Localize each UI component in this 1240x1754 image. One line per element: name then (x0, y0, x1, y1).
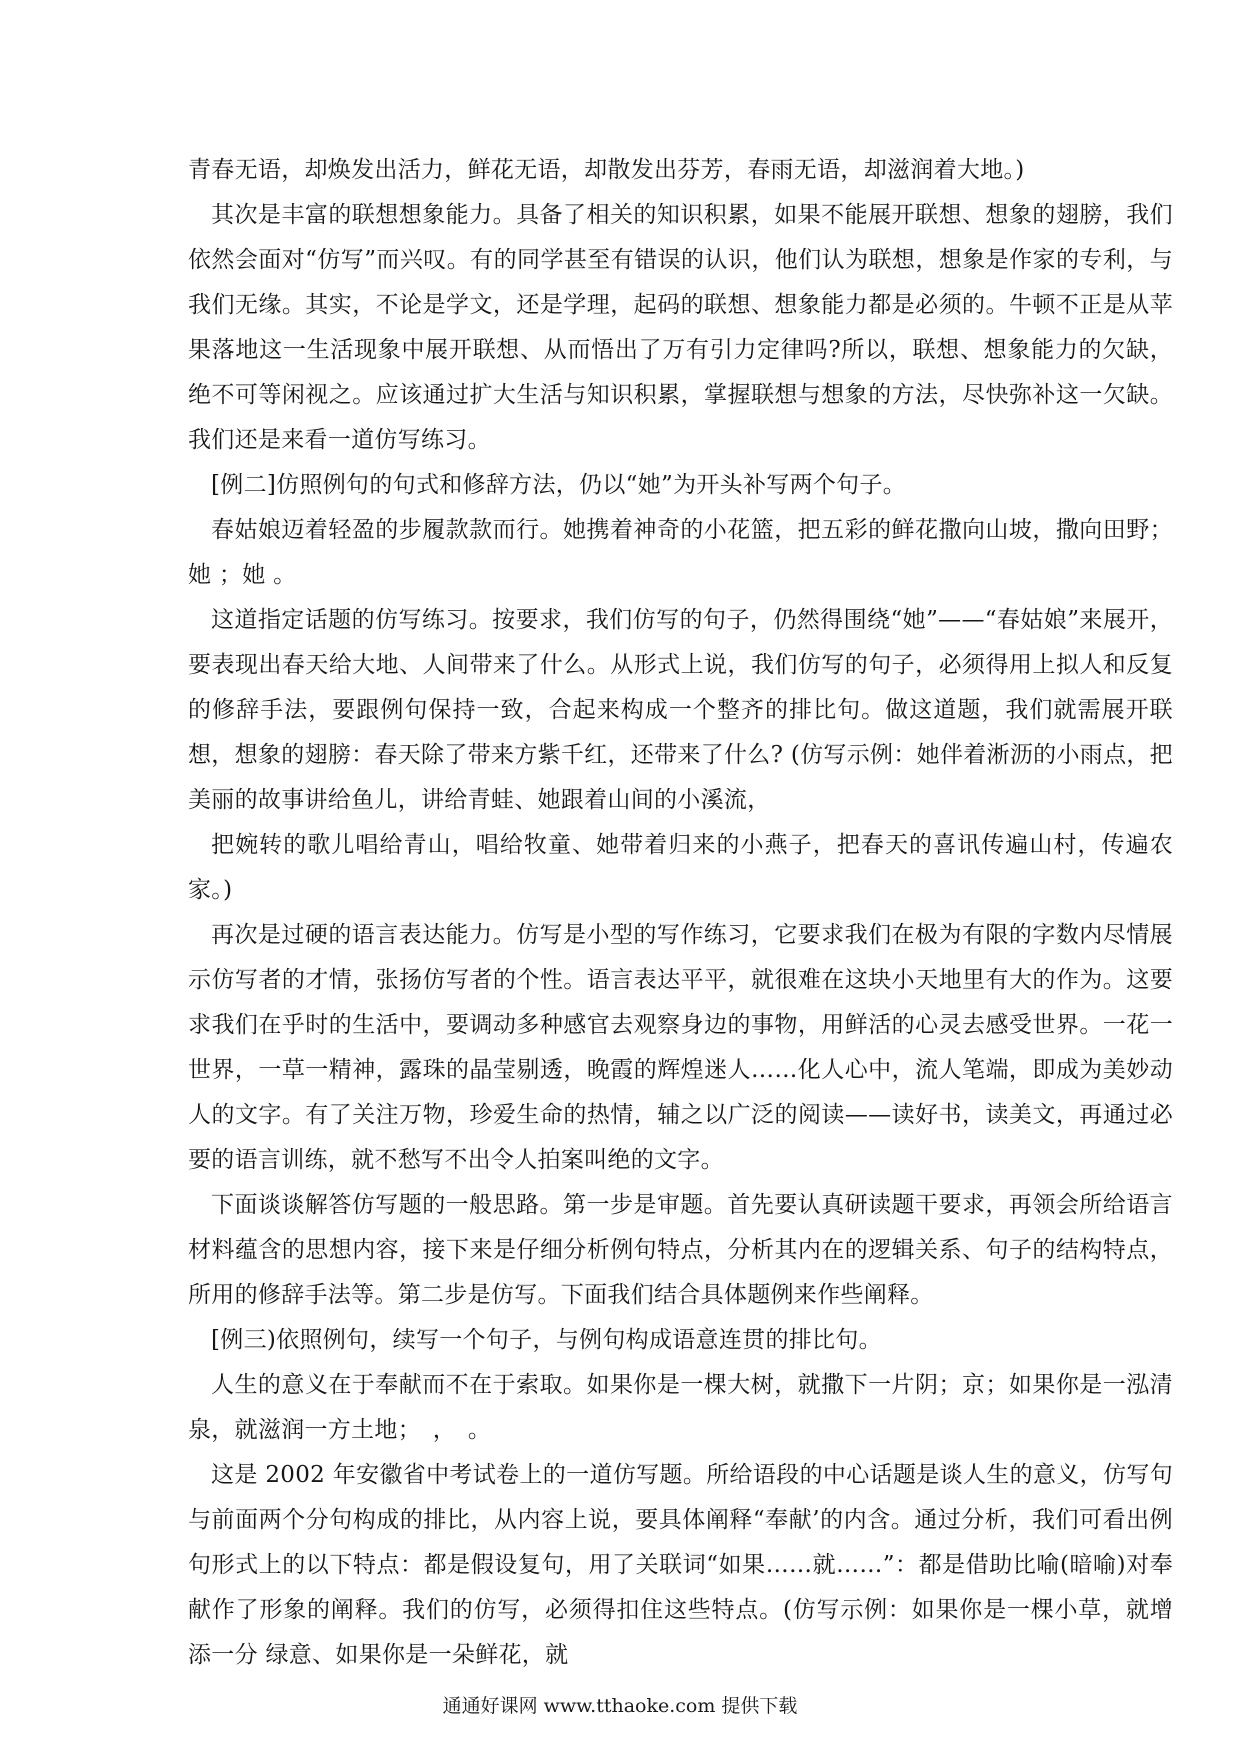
page-footer: 通通好课网 www.tthaoke.com 提供下载 (442, 1695, 798, 1717)
paragraph-8: 下面谈谈解答仿写题的一般思路。第一步是审题。首先要认真研读题干要求，再领会所给语言材料蕴含的思想内容，接下来是仔细分析例句特点，分析其内在的逻辑关系、句子的结构特点，所用的修辞手法等。第二步是仿写。下面我们结合具体题例来作些阐释。 (188, 1192, 1173, 1308)
paragraph-7: 再次是过硬的语言表达能力。仿写是小型的写作练习，它要求我们在极为有限的字数内尽情展示仿写者的才情，张扬仿写者的个性。语言表达平平，就很难在这块小天地里有大的作为。这要求我们在乎时的生活中，要调动多种感官去观察身边的事物，用鲜活的心灵去感受世界。一花一世界，一草一精神，露珠的晶莹剔透，晚霞的辉煌迷人……化人心中，流人笔端，即成为美妙动人的文字。有了关注万物，珍爱生命的热情，辅之以广泛的阅读——读好书，读美文，再通过必要的语言训练，就不愁写不出令人拍案叫绝的文字。 (188, 922, 1173, 1173)
paragraph-3: [例二]仿照例句的句式和修辞方法，仍以“她”为开头补写两个句子。 (211, 472, 907, 498)
paragraph-4: 春姑娘迈着轻盈的步履款款而行。她携着神奇的小花篮，把五彩的鲜花撒向山坡，撒向田野；她 ；她 。 (188, 517, 1173, 588)
paragraph-2: 其次是丰富的联想想象能力。具备了相关的知识积累，如果不能展开联想、想象的翅膀，我们依然会面对“仿写”而兴叹。有的同学甚至有错误的认识，他们认为联想，想象是作家的专利，与我们无缘。其实，不论是学文，还是学理，起码的联想、想象能力都是必须的。牛顿不正是从苹果落地这一生活现象中展开联想、从而悟出了万有引力定律吗?所以，联想、想象能力的欠缺，绝不可等闲视之。应该通过扩大生活与知识积累，掌握联想与想象的方法，尽快弥补这一欠缺。我们还是来看一道仿写练习。 (188, 202, 1173, 453)
paragraph-5: 这道指定话题的仿写练习。按要求，我们仿写的句子，仍然得围绕“她”——“春姑娘”来展开，要表现出春天给大地、人间带来了什么。从形式上说，我们仿写的句子，必须得用上拟人和反复的修辞手法，要跟例句保持一致，合起来构成一个整齐的排比句。做这道题，我们就需展开联想，想象的翅膀：春天除了带来方紫千红，还带来了什么? (仿写示例：她伴着淅沥的小雨点，把美丽的故事讲给鱼儿，讲给青蛙、她跟着山间的小溪流， (188, 607, 1173, 813)
paragraph-1: 青春无语，却焕发出活力，鲜花无语，却散发出芬芳，春雨无语，却滋润着大地。) (188, 157, 1025, 183)
document-body (188, 148, 1173, 1678)
paragraph-6: 把婉转的歌儿唱给青山，唱给牧童、她带着归来的小燕子，把春天的喜讯传遍山村，传遍农家。) (188, 832, 1173, 903)
paragraph-11: 这是 2002 年安徽省中考试卷上的一道仿写题。所给语段的中心话题是谈人生的意义，仿写句与前面两个分句构成的排比，从内容上说，要具体阐释“奉献’的内含。通过分析，我们可看出例句形式上的以下特点：都是假设复句，用了关联词“如果……就……”：都是借助比喻(暗喻)对奉献作了形象的阐释。我们的仿写，必须得扣住这些特点。(仿写示例：如果你是一棵小草，就增添一分 绿意、如果你是一朵鲜花，就 (188, 1462, 1173, 1668)
paragraph-9: [例三)依照例句，续写一个句子，与例句构成语意连贯的排比句。 (211, 1327, 882, 1353)
paragraph-10: 人生的意义在于奉献而不在于索取。如果你是一棵大树，就撒下一片阴；京；如果你是一泓清泉，就滋润一方土地； ， 。 (188, 1372, 1173, 1443)
